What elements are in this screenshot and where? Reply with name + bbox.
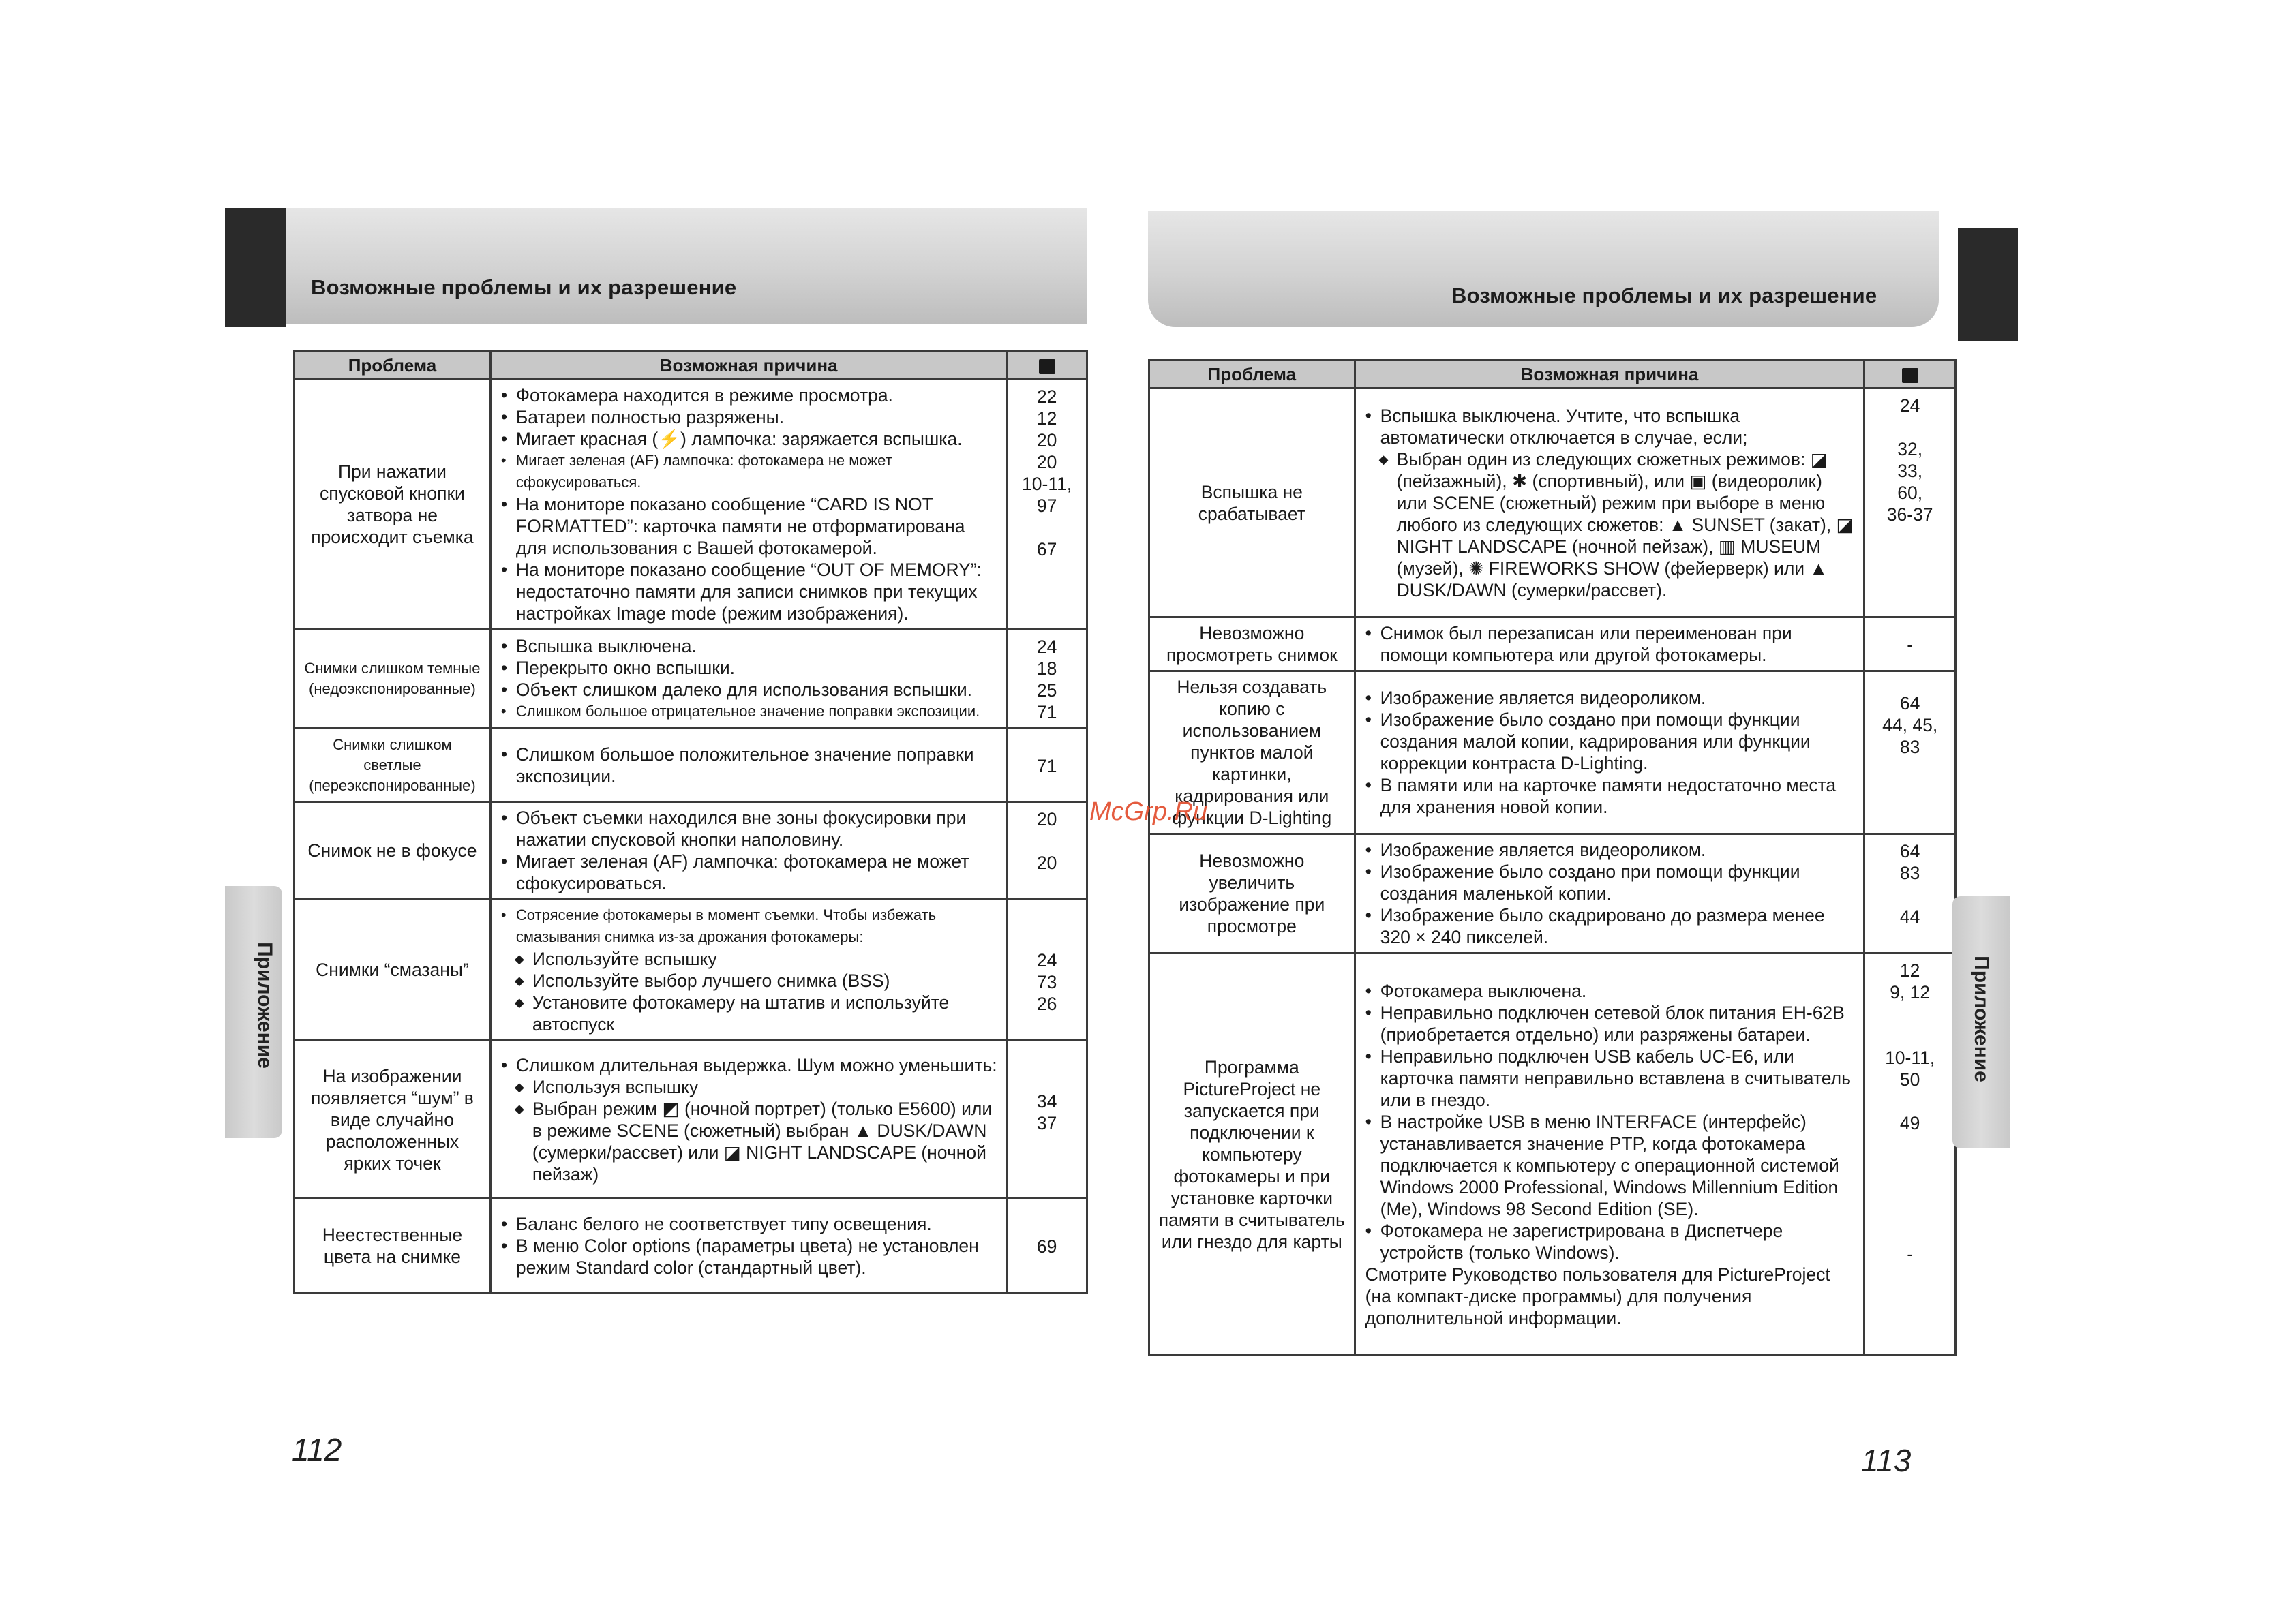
page-ref: 22	[1036, 386, 1057, 407]
page-cell	[1007, 900, 1087, 1041]
problem-cell: Нельзя создавать копию с использованием пунктов малой картинки, кадрирования или функции D-Lighting	[1149, 671, 1355, 834]
problem-cell: Программа PictureProject не запускается при подключении к компьютеру фотокамеры и при установке карточки памяти в считыватель или гнездо для карты	[1149, 953, 1355, 1356]
page-ref: 83	[1899, 863, 1920, 883]
page-ref: -	[1907, 1244, 1914, 1264]
cause-subitem: ◆ Выбран режим ◩ (ночной портрет) (только E5600) или в режиме SCENE (сюжетный) выбран ▲ DUSK/DAWN (сумерки/рассвет) или ◪ NIGHT LANDSCAPE (ночной пейзаж)	[501, 1098, 999, 1185]
page-ref: -	[1907, 635, 1914, 655]
page-ref-blank	[1014, 1047, 1079, 1090]
cause-item: • Мигает красная (⚡) лампочка: заряжается вспышка.	[501, 428, 999, 450]
appendix-tab-label: Приложение	[254, 942, 276, 1069]
table-row	[294, 1041, 1087, 1199]
page-number: 113	[1861, 1443, 1912, 1478]
page-ref: 20	[1036, 809, 1057, 829]
problem-cell: Снимки “смазаны”	[294, 900, 491, 1041]
problem-cell: Снимок не в фокусе	[294, 802, 491, 900]
cause-cell	[1355, 388, 1864, 617]
page-ref: 49	[1899, 1113, 1920, 1133]
cause-item: • Слишком большое положительное значение поправки экспозиции.	[501, 744, 999, 787]
page-cell	[1007, 380, 1087, 630]
cause-cell	[490, 729, 1006, 802]
page-ref-blank	[1872, 416, 1948, 438]
page-ref: 44	[1899, 906, 1920, 927]
page-number: 112	[292, 1432, 342, 1467]
page-ref: 97	[1036, 495, 1057, 516]
cause-cell	[1355, 834, 1864, 953]
cause-cell	[490, 380, 1006, 630]
page-ref-blank	[1014, 830, 1079, 852]
header-black-tab	[225, 208, 286, 327]
page-ref-blank	[1872, 1090, 1948, 1112]
header-page	[1864, 361, 1956, 388]
page-ref-blank	[1872, 1003, 1948, 1047]
cause-item: • Неправильно подключен сетевой блок питания EH-62B (приобретается отдельно) или разряжены батареи.	[1365, 1002, 1857, 1045]
appendix-tab-label: Приложение	[1970, 956, 1993, 1082]
cause-item: • В памяти или на карточке памяти недостаточно места для хранения новой копии.	[1365, 774, 1857, 818]
page-cell	[1864, 953, 1956, 1356]
table-row	[1149, 834, 1956, 953]
header-banner	[229, 208, 1087, 324]
page-cell	[1864, 388, 1956, 617]
cause-item: • Сотрясение фотокамеры в момент съемки. Чтобы избежать смазывания снимка из-за дрожания фотокамеры:	[501, 904, 999, 948]
page-cell	[1007, 1041, 1087, 1199]
page-title: Возможные проблемы и их разрешение	[1451, 284, 1877, 307]
page-ref: 18	[1036, 658, 1057, 679]
page-ref: 73	[1036, 972, 1057, 992]
header-banner	[1148, 211, 1939, 327]
header-page	[1007, 352, 1087, 380]
cause-subitem: ◆ Выбран один из следующих сюжетных режимов: ◪ (пейзажный), ✱ (спортивный), или ▣ (видеоролик) или SCENE (сюжетный) режим при выборе в меню любого из следующих сюжетов: ▲ SUNSET (закат), ◪ NIGHT LANDSCAPE (ночной пейзаж), ▥ MUSEUM (музей), ✺ FIREWORKS SHOW (фейерверк) или ▲ DUSK/DAWN (сумерки/рассвет).	[1365, 448, 1857, 601]
table-row	[294, 729, 1087, 802]
page-ref: 33,	[1897, 461, 1923, 481]
header-problem: Проблема	[1149, 361, 1355, 388]
page-ref: 26	[1036, 994, 1057, 1014]
cause-item: • Изображение было создано при помощи функции создания маленькой копии.	[1365, 861, 1857, 904]
header-problem: Проблема	[294, 352, 491, 380]
page-cell	[1864, 617, 1956, 671]
book-icon	[1902, 368, 1918, 383]
table-row	[294, 802, 1087, 900]
cause-subitem: ◆ Установите фотокамеру на штатив и используйте автоспуск	[501, 992, 999, 1035]
cause-item: • Неправильно подключен USB кабель UC-E6, или карточка памяти неправильно вставлена в считыватель или в гнездо.	[1365, 1045, 1857, 1111]
cause-subitem: ◆ Используйте выбор лучшего снимка (BSS)	[501, 970, 999, 992]
cause-item: • В меню Color options (параметры цвета) не установлен режим Standard color (стандартный цвет).	[501, 1235, 999, 1279]
cause-item: • Фотокамера не зарегистрирована в Диспетчере устройств (только Windows).	[1365, 1220, 1857, 1264]
page-ref: 20	[1036, 452, 1057, 472]
book-icon	[1039, 359, 1055, 374]
cause-cell	[490, 802, 1006, 900]
page-ref: 20	[1036, 853, 1057, 873]
cause-cell	[1355, 617, 1864, 671]
page-ref: 25	[1036, 680, 1057, 701]
cause-item: • Изображение является видеороликом.	[1365, 687, 1857, 709]
cause-subitem: ◆ Используйте вспышку	[501, 948, 999, 970]
page-cell	[1007, 729, 1087, 802]
right-page	[1148, 0, 2296, 1620]
cause-item: • Батареи полностью разряжены.	[501, 406, 999, 428]
table-row	[294, 380, 1087, 630]
watermark-text: McGrp.Ru	[1089, 797, 1208, 826]
cause-item: • Снимок был перезаписан или переименован при помощи компьютера или другой фотокамеры.	[1365, 622, 1857, 666]
page-ref: 34	[1036, 1091, 1057, 1112]
page-ref: 24	[1899, 395, 1920, 416]
page-ref: 32,	[1897, 439, 1923, 459]
cause-cell	[490, 1041, 1006, 1199]
page-ref-blank	[1014, 906, 1079, 949]
page-title: Возможные проблемы и их разрешение	[311, 275, 737, 299]
table-row	[1149, 953, 1956, 1356]
table-row	[294, 630, 1087, 729]
page-ref: 37	[1036, 1113, 1057, 1133]
cause-note: Смотрите Руководство пользователя для PictureProject (на компакт-диске программы) для получения дополнительной информации.	[1365, 1264, 1830, 1328]
problem-cell: Вспышка не срабатывает	[1149, 388, 1355, 617]
page-cell	[1007, 1199, 1087, 1293]
cause-cell	[1355, 953, 1864, 1356]
cause-item: • Вспышка выключена. Учтите, что вспышка автоматически отключается в случае, если;	[1365, 405, 1857, 448]
problem-cell: Невозможно просмотреть снимок	[1149, 617, 1355, 671]
page-ref: 12	[1899, 960, 1920, 981]
page-ref-blank	[1872, 1134, 1948, 1243]
table-row	[1149, 671, 1956, 834]
problem-cell: При нажатии спусковой кнопки затвора не происходит съемка	[294, 380, 491, 630]
header-black-tab	[1958, 228, 2018, 341]
cause-cell	[490, 1199, 1006, 1293]
cause-item: • Изображение было создано при помощи функции создания малой копии, кадрирования или функции коррекции контраста D-Lighting.	[1365, 709, 1857, 774]
table-row	[1149, 388, 1956, 617]
cause-cell	[1355, 671, 1864, 834]
cause-item: • Мигает зеленая (AF) лампочка: фотокамера не может сфокусироваться.	[501, 851, 999, 894]
cause-item: • Мигает зеленая (AF) лампочка: фотокамера не может сфокусироваться.	[501, 450, 999, 493]
cause-item: • Объект слишком далеко для использования вспышки.	[501, 679, 999, 701]
header-cause: Возможная причина	[1355, 361, 1864, 388]
cause-item: • На мониторе показано сообщение “OUT OF MEMORY”: недостаточно памяти для записи снимков при текущих настройках Image mode (режим изображения).	[501, 559, 999, 624]
cause-item: • Слишком большое отрицательное значение поправки экспозиции.	[501, 701, 999, 722]
header-cause: Возможная причина	[490, 352, 1006, 380]
cause-item: • Баланс белого не соответствует типу освещения.	[501, 1213, 999, 1235]
cause-item: • Объект съемки находился вне зоны фокусировки при нажатии спусковой кнопки наполовину.	[501, 807, 999, 851]
page-ref: 9, 12	[1890, 982, 1931, 1003]
page-ref: 67	[1036, 539, 1057, 560]
troubleshooting-table	[1148, 359, 1957, 1356]
problem-cell: Невозможно увеличить изображение при просмотре	[1149, 834, 1355, 953]
page-ref: 24	[1036, 637, 1057, 657]
page-ref: 71	[1036, 702, 1057, 722]
problem-cell: Неестественные цвета на снимке	[294, 1199, 491, 1293]
page-ref: 60,	[1897, 483, 1923, 503]
problem-cell: На изображении появляется “шум” в виде случайно расположенных ярких точек	[294, 1041, 491, 1199]
page-ref: 44, 45,	[1882, 715, 1938, 735]
cause-item: • Фотокамера находится в режиме просмотра.	[501, 384, 999, 406]
table-row	[294, 1199, 1087, 1293]
page-cell	[1007, 630, 1087, 729]
page-ref: 64	[1899, 841, 1920, 861]
cause-item: • На мониторе показано сообщение “CARD IS NOT FORMATTED”: карточка памяти не отформатирована для использования с Вашей фотокамерой.	[501, 493, 999, 559]
cause-cell	[490, 630, 1006, 729]
page-ref-blank	[1014, 517, 1079, 538]
page-cell	[1864, 834, 1956, 953]
cause-subitem: ◆ Используя вспышку	[501, 1076, 999, 1098]
cause-item: • Фотокамера выключена.	[1365, 980, 1857, 1002]
cause-item: • Изображение является видеороликом.	[1365, 839, 1857, 861]
page-ref: 50	[1899, 1069, 1920, 1090]
cause-cell	[490, 900, 1006, 1041]
page-ref-blank	[1872, 884, 1948, 906]
cause-item: • Вспышка выключена.	[501, 635, 999, 657]
cause-item: • Перекрыто окно вспышки.	[501, 657, 999, 679]
page-ref: 24	[1036, 950, 1057, 971]
page-ref: 64	[1899, 693, 1920, 714]
troubleshooting-table	[293, 350, 1088, 1294]
page-ref: 36-37	[1886, 504, 1933, 525]
page-ref: 71	[1036, 755, 1057, 776]
problem-cell: Снимки слишком темные (недоэкспонированные)	[294, 630, 491, 729]
table-row	[1149, 617, 1956, 671]
page-cell	[1007, 802, 1087, 900]
page-ref: 12	[1036, 408, 1057, 429]
cause-item: • Изображение было скадрировано до размера менее 320 × 240 пикселей.	[1365, 904, 1857, 948]
problem-cell: Снимки слишком светлые (переэкспонированные)	[294, 729, 491, 802]
cause-item: • Слишком длительная выдержка. Шум можно уменьшить:	[501, 1054, 999, 1076]
page-ref: 20	[1036, 430, 1057, 450]
page-ref: 69	[1036, 1236, 1057, 1257]
cause-item: • В настройке USB в меню INTERFACE (интерфейс) устанавливается значение PTP, когда фотокамера подключается к компьютеру с операционной системой Windows 2000 Professional, Windows Millennium Edition (Me), Windows 98 Second Edition (SE).	[1365, 1111, 1857, 1220]
page-ref: 10-11,	[1885, 1048, 1935, 1068]
page-ref: 10-11,	[1022, 474, 1072, 494]
page-ref: 83	[1899, 737, 1920, 757]
table-row	[294, 900, 1087, 1041]
page-cell	[1864, 671, 1956, 834]
